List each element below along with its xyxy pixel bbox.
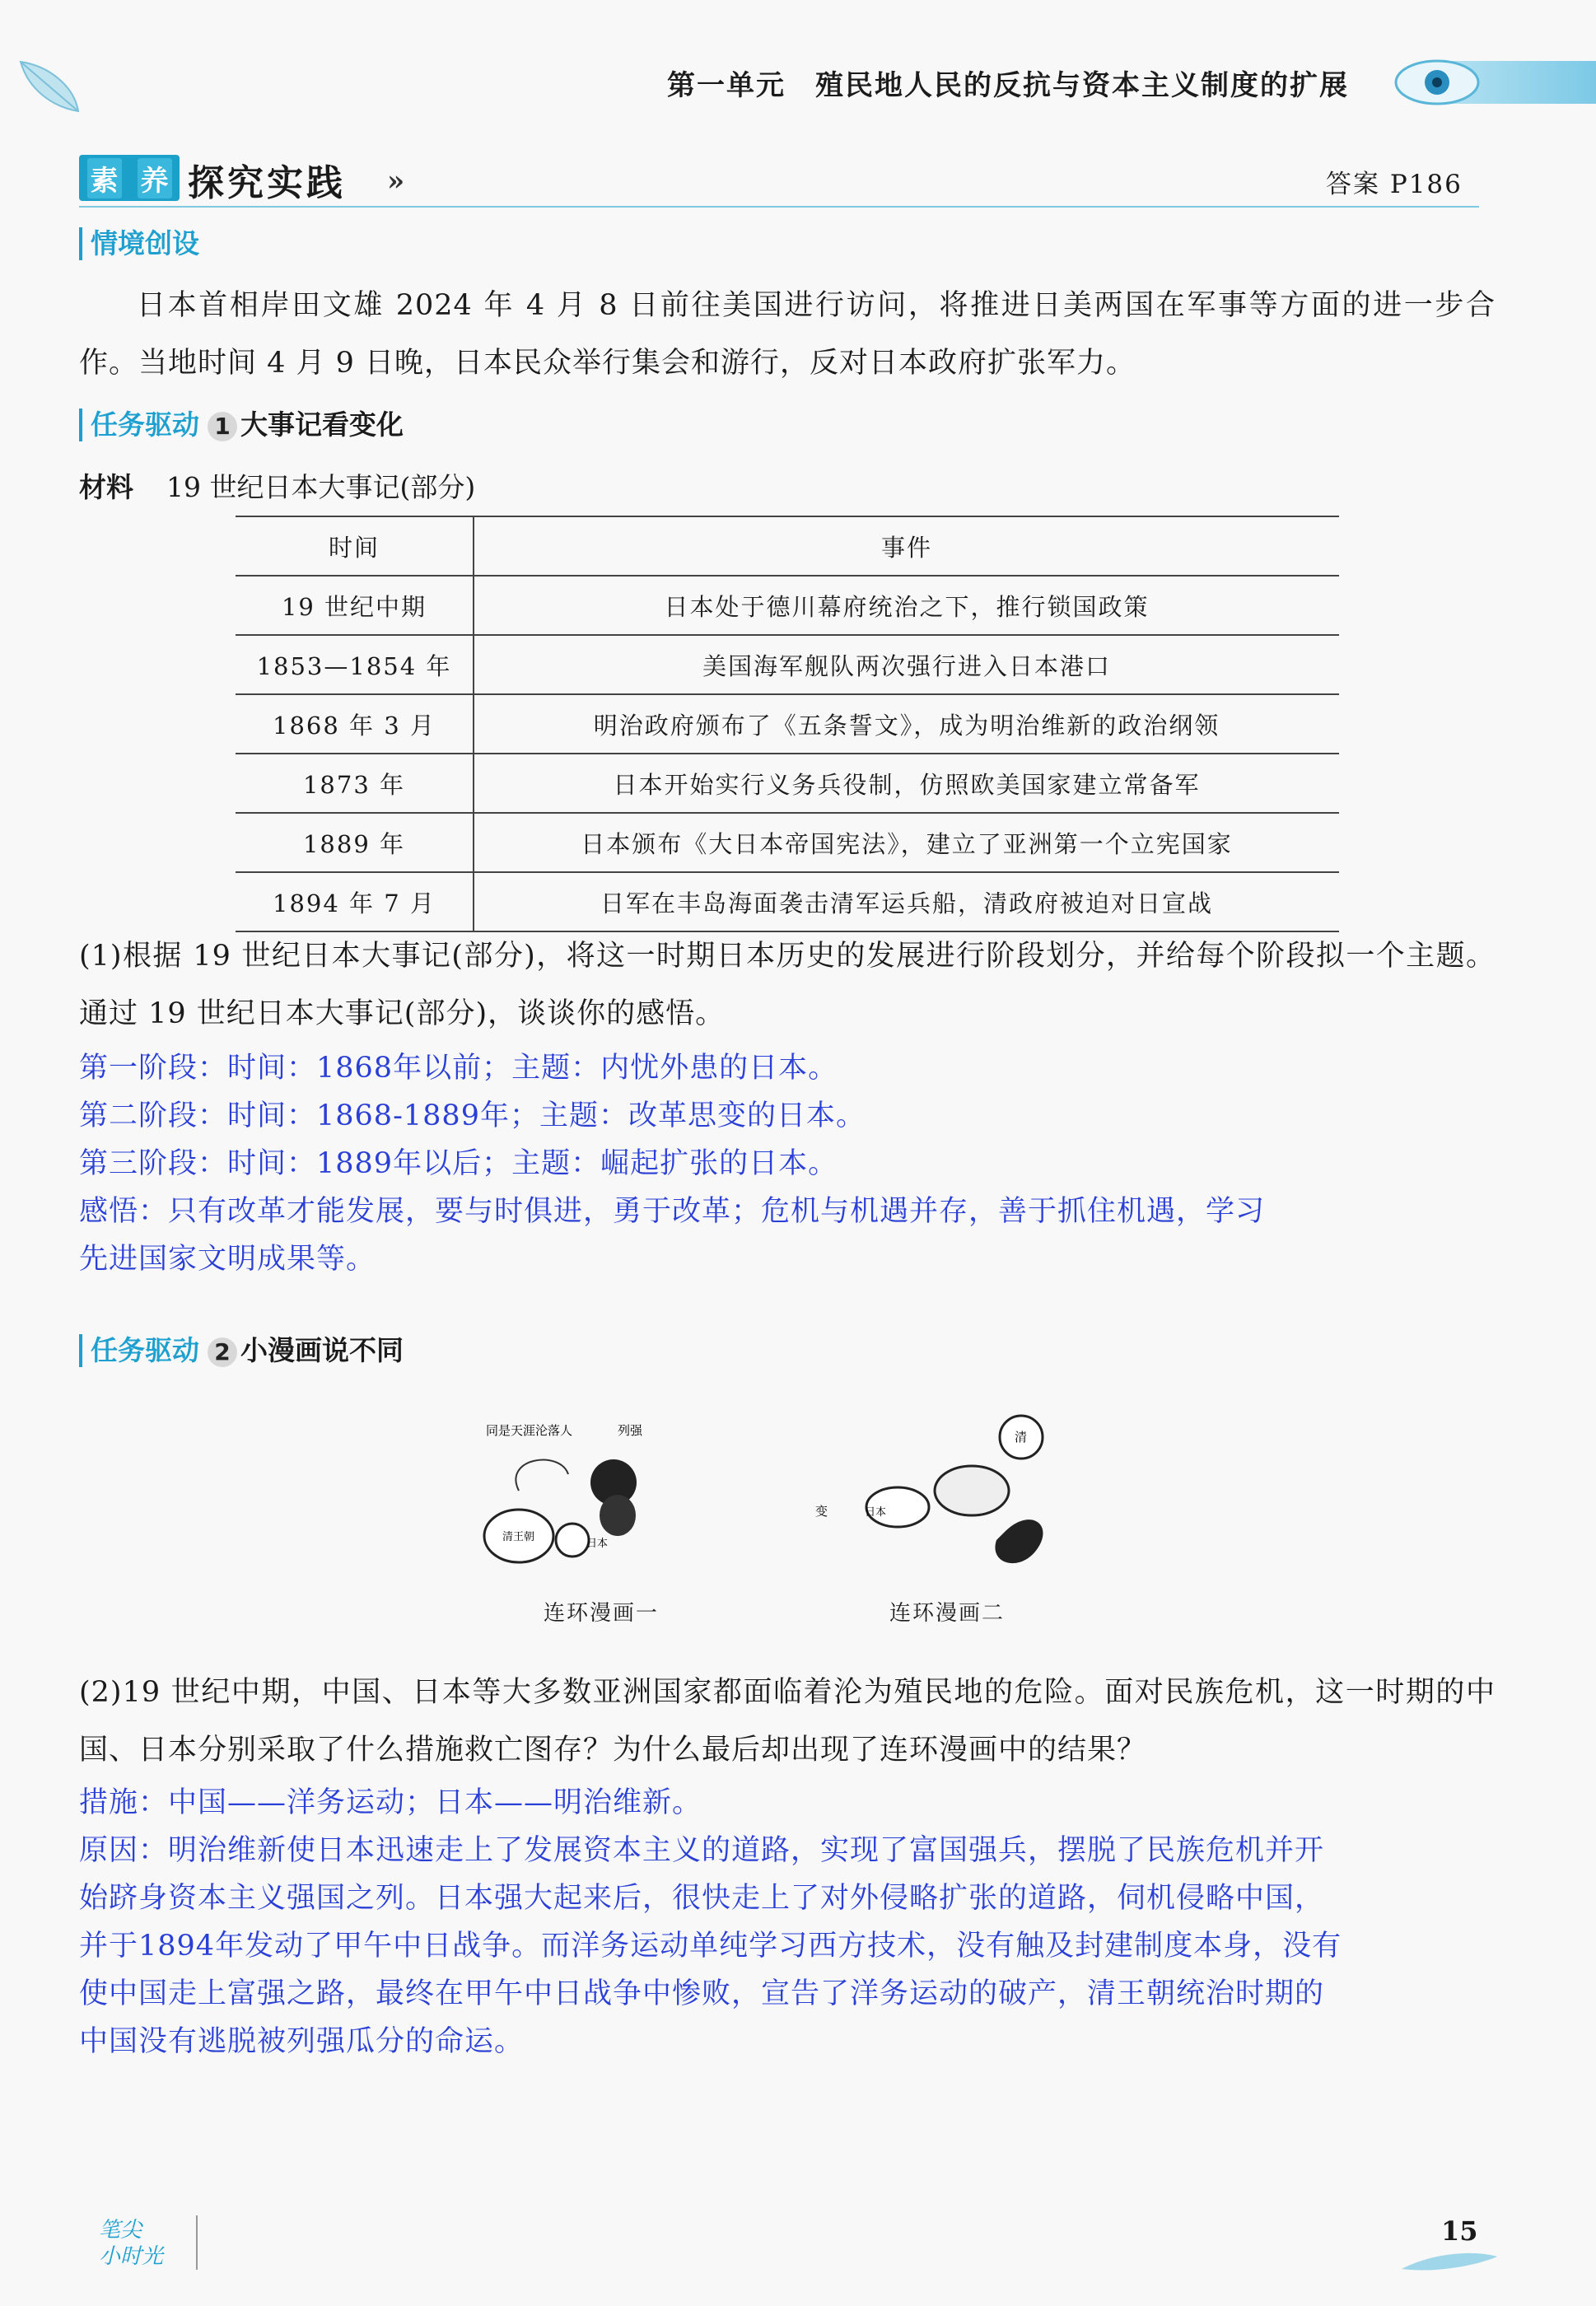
footer-divider [196,2215,198,2270]
table-row [236,754,1339,813]
material-title: 19 世纪日本大事记(部分) [166,471,476,503]
section-divider [79,206,1479,208]
situation-text: 日本首相岸田文雄 2024 年 4 月 8 日前往美国进行访问，将推进日美两国在军事等方面的进一步合作。当地时间 4 月 9 日晚，日本民众举行集会和游行，反对日本政府扩张军力。 [79,289,1496,380]
answer-2-line: 措施：中国——洋务运动；日本——明治维新。 [79,1786,702,1819]
comic1-label: 日本 [586,1538,609,1550]
task1-title: 大事记看变化 [240,408,404,441]
answer-2-line: 并于1894年发动了甲午中日战争。而洋务运动单纯学习西方技术，没有触及封建制度本身，没有 [79,1930,1342,1963]
section-title: 探究实践 [188,162,346,204]
table-cell-event: 日本颁布《大日本帝国宪法》，建立了亚洲第一个立宪国家 [474,813,1339,872]
task1-heading [79,408,404,441]
table-cell-time: 1889 年 [236,813,474,872]
answer-2-line: 始跻身资本主义强国之列。日本强大起来后，很快走上了对外侵略扩张的道路，伺机侵略中国， [79,1882,1325,1915]
table-cell-time: 1873 年 [236,754,474,813]
footer-brand [99,2217,163,2270]
footer-brand-line: 笔尖 [99,2218,142,2243]
snake-figure [995,1519,1043,1563]
table-cell-event: 明治政府颁布了《五条誓文》，成为明治维新的政治纲领 [474,694,1339,754]
comic-strip-1 [469,1417,667,1581]
answer-2-line: 中国没有逃脱被列强瓜分的命运。 [79,2025,525,2058]
table-cell-event: 美国海军舰队两次强行进入日本港口 [474,635,1339,694]
comic2-label: 清 [1015,1430,1028,1445]
comic1-label: 清王朝 [502,1531,535,1543]
comic2-label: 日本 [865,1506,887,1519]
task2-heading [79,1334,404,1367]
task2-number: 2 [208,1337,237,1367]
comic1-label: 同是天涯沦落人 [486,1423,573,1438]
answer-2-line: 原因：明治维新使日本迅速走上了发展资本主义的道路，实现了富国强兵，摆脱了民族危机并开 [79,1834,1325,1867]
situation-heading-text: 情境创设 [91,227,199,259]
question-2: (2)19 世纪中期，中国、日本等大多数亚洲国家都面临着沦为殖民地的危险。面对民族危机，这一时期的中国、日本分别采取了什么措施救亡图存？为什么最后却出现了连环漫画中的结果？ [79,1676,1496,1767]
table-cell-event: 日本开始实行义务兵役制，仿照欧美国家建立常备军 [474,754,1339,813]
table-row [236,576,1339,635]
answer-1-line: 第三阶段：时间：1889年以后；主题：崛起扩张的日本。 [79,1147,838,1180]
answer-1-line: 第一阶段：时间：1868年以前；主题：内忧外患的日本。 [79,1052,838,1085]
task2-title: 小漫画说不同 [240,1334,404,1366]
comic1-label: 列强 [618,1423,643,1438]
table-cell-time: 19 世纪中期 [236,576,474,635]
task1-heading-text: 任务驱动 [91,408,199,441]
comic2-caption: 连环漫画二 [889,1601,1006,1626]
badge-char: 素 [87,158,122,198]
table-row [236,635,1339,694]
table-row [236,813,1339,872]
table-header-event: 事件 [474,516,1339,576]
table-cell-event: 日本处于德川幕府统治之下，推行锁国政策 [474,576,1339,635]
answer-reference: 答案 P186 [1326,170,1463,199]
eye-logo-icon [1392,58,1482,107]
literacy-badge [79,155,180,201]
answer-1-line: 先进国家文明成果等。 [79,1243,376,1276]
japan-figure [556,1524,589,1557]
leaf-decoration-icon [16,58,82,115]
footer-brand-line: 小时光 [99,2244,164,2269]
question-1: (1)根据 19 世纪日本大事记(部分)，将这一时期日本历史的发展进行阶段划分，并给每个阶段拟一个主题。通过 19 世纪日本大事记(部分)，谈谈你的感悟。 [79,940,1496,1030]
material-label [79,466,475,505]
leaf-decoration-icon [1400,2248,1499,2273]
comic-strip-2 [807,1408,1079,1581]
answer-1-line: 第二阶段：时间：1868-1889年；主题：改革思变的日本。 [79,1099,866,1132]
task2-heading-text: 任务驱动 [91,1334,199,1366]
page-number: 15 [1441,2215,1478,2247]
table-row [236,872,1339,931]
table-cell-time: 1868 年 3 月 [236,694,474,754]
unit-title: 第一单元 殖民地人民的反抗与资本主义制度的扩展 [667,69,1349,102]
table-header-time: 时间 [236,516,474,576]
task1-number: 1 [208,412,237,441]
badge-char: 养 [138,158,172,198]
situation-heading [79,227,199,260]
comic1-caption: 连环漫画一 [544,1601,660,1626]
events-table [236,516,1339,932]
material-tag: 材料 [79,471,133,503]
table-cell-event: 日军在丰岛海面袭击清军运兵船，清政府被迫对日宣战 [474,872,1339,931]
table-cell-time: 1853—1854 年 [236,635,474,694]
comic2-label: 变 [815,1504,828,1519]
section-arrow: » [387,165,405,198]
answer-2-line: 使中国走上富强之路，最终在甲午中日战争中惨败，宣告了洋务运动的破产，清王朝统治时期的 [79,1977,1325,2010]
table-row [236,694,1339,754]
table-header-row [236,516,1339,576]
table-cell-time: 1894 年 7 月 [236,872,474,931]
answer-1-line: 感悟：只有改革才能发展，要与时俱进，勇于改革；危机与机遇并存，善于抓住机遇，学习 [79,1195,1266,1228]
